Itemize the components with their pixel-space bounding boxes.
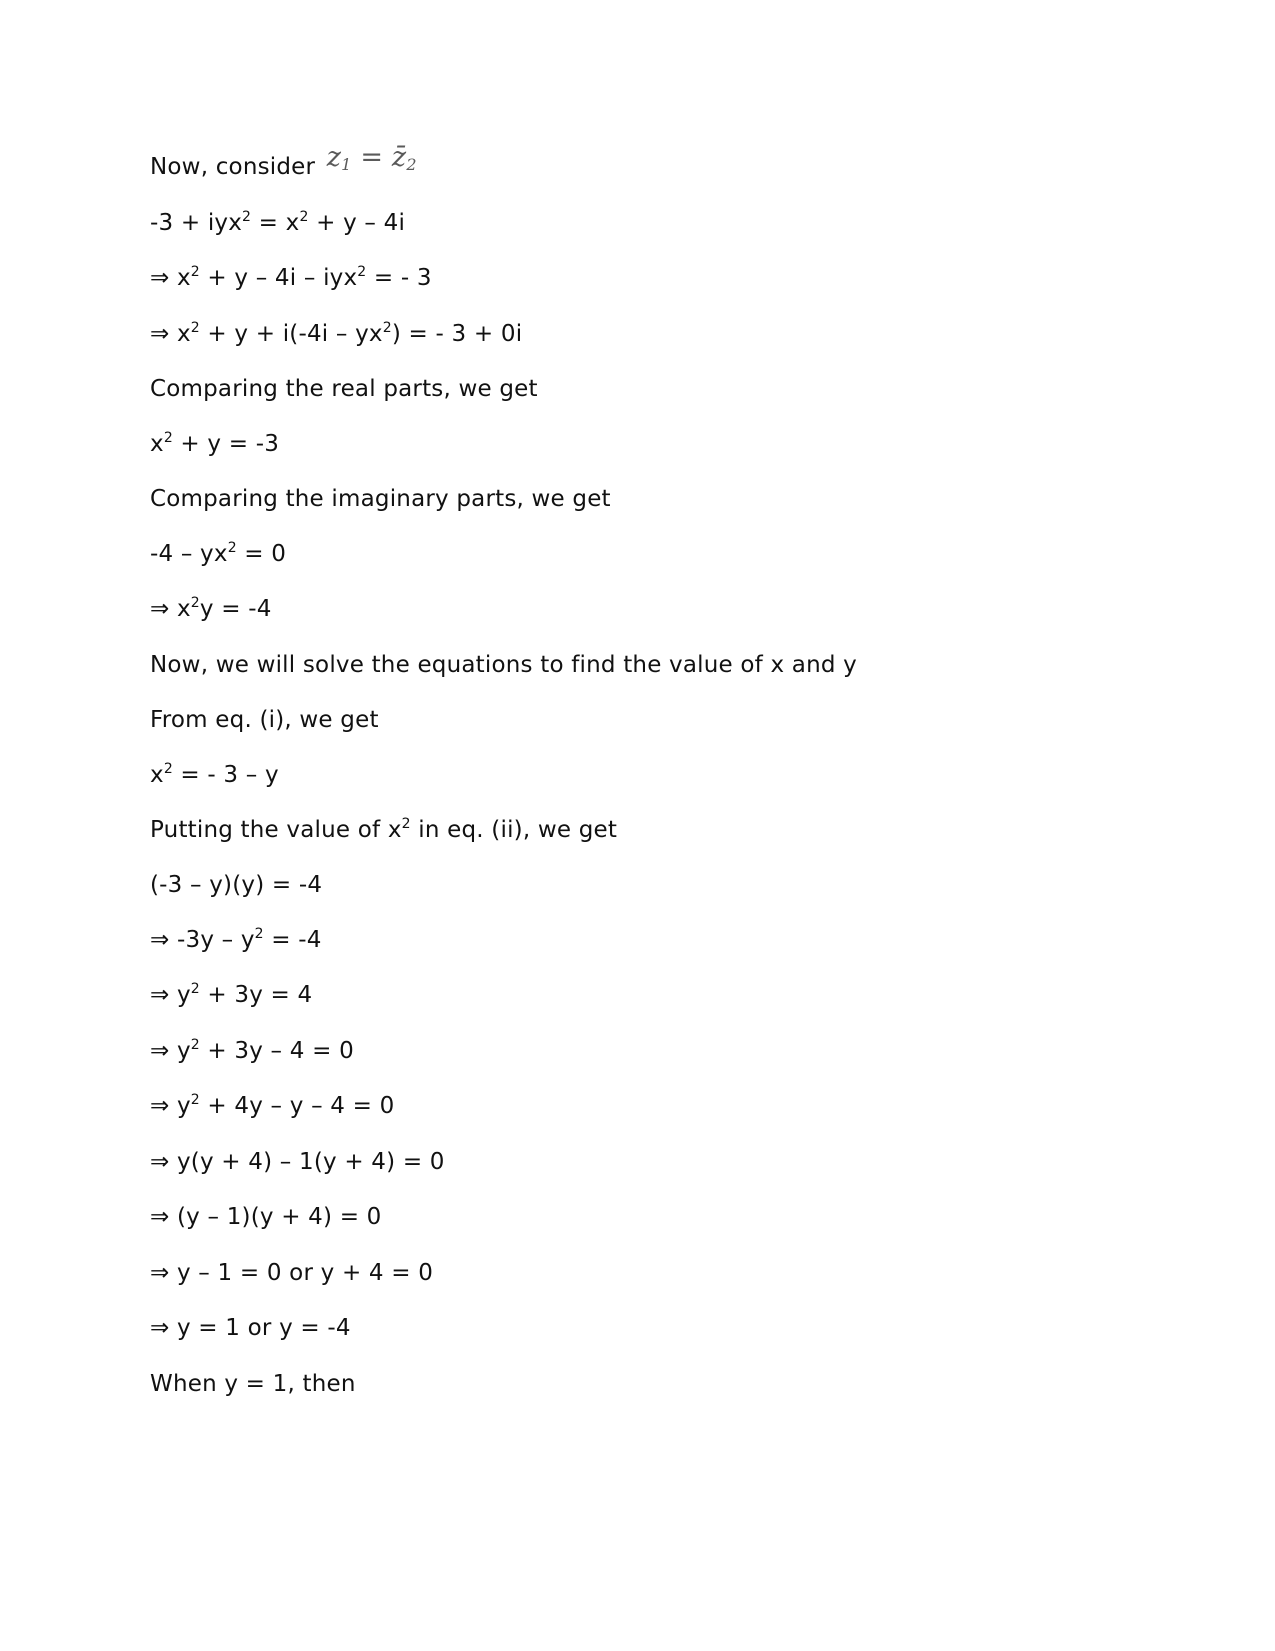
text-line-13: Putting the value of $x^2$ in eq. (ii), we get [150,816,618,843]
equation-line-18: ⇒ $y^2 + 4y - y - 4 = 0$ [150,1092,395,1119]
equation-line-9: ⇒ $x^2y = -4$ [150,595,272,622]
text-line-1: Now, consider $z_1$ = $z̄_2$ [150,142,417,180]
equation-line-15: ⇒ $-3y - y^2 = -4$ [150,926,322,953]
equation-line-16: ⇒ $y^2 + 3y = 4$ [150,981,313,1008]
text-line-11: From eq. (i), we get [150,707,379,733]
equation-line-8: $-4 - yx^2 = 0$ [150,540,287,567]
text-line-7: Comparing the imaginary parts, we get [150,486,611,512]
equation-line-14: (-3 – y)(y) = -4 [150,872,323,898]
formula-image-z1-equals-z2-conjugate: $z_1$ = $z̄_2$ [326,142,417,174]
equation-line-20: ⇒ (y – 1)(y + 4) = 0 [150,1204,382,1230]
text-line-5: Comparing the real parts, we get [150,376,538,402]
text-line-23: When y = 1, then [150,1371,356,1397]
equation-line-22: ⇒ y = 1 or y = -4 [150,1315,351,1341]
equation-line-19: ⇒ y(y + 4) – 1(y + 4) = 0 [150,1149,445,1175]
equation-line-6: $x^2 + y = -3$ [150,430,280,457]
equation-line-2: $-3 + iyx^2 = x^2 + y - 4i$ [150,209,406,236]
equation-line-17: ⇒ $y^2 + 3y - 4 = 0$ [150,1037,354,1064]
equation-line-21: ⇒ y – 1 = 0 or y + 4 = 0 [150,1260,434,1286]
text-line-10: Now, we will solve the equations to find the value of x and y [150,652,857,678]
equation-line-4: ⇒ $x^2 + y + i(-4i - yx^2)$ = - 3 + 0i [150,320,523,347]
equation-line-3: ⇒ $x^2 + y - 4i - iyx^2$ = - 3 [150,264,432,291]
equation-line-12: $x^2$ = - 3 – y [150,761,279,788]
